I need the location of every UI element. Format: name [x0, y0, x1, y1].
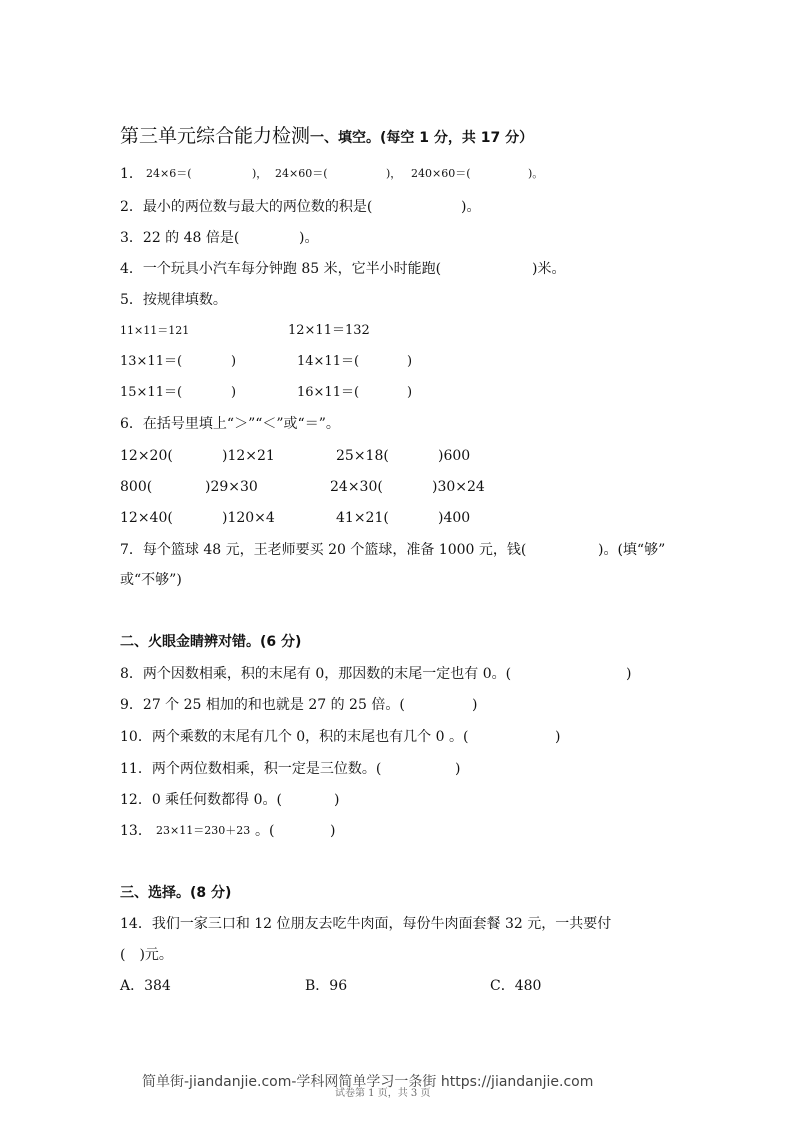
- question-9: 9．27 个 25 相加的和也就是 27 的 25 倍。(: [120, 697, 405, 713]
- question-13-expression: 23×11＝230＋23: [156, 824, 251, 837]
- question-5-row3-b: 16×11＝(: [297, 385, 360, 400]
- question-6-a2: 25×18(: [336, 448, 389, 464]
- question-2: 2．最小的两位数与最大的两位数的积是(: [120, 199, 373, 215]
- question-14-line1: 14．我们一家三口和 12 位朋友去吃牛肉面，每份牛肉面套餐 32 元，一共要付: [120, 916, 612, 932]
- question-1-a-close: )，: [252, 167, 268, 180]
- question-1-number: 1．: [120, 166, 143, 182]
- question-10-close: ): [555, 729, 561, 745]
- question-11-close: ): [455, 761, 461, 777]
- question-5: 5．按规律填数。: [120, 292, 227, 308]
- question-8: 8．两个因数相乘，积的末尾有 0，那因数的末尾一定也有 0。(: [120, 666, 512, 682]
- question-6-b1: 800(: [120, 479, 153, 495]
- question-7-line2: 或“不够”): [120, 572, 182, 588]
- question-3-close: )。: [299, 230, 319, 246]
- question-6-c1: 12×40(: [120, 510, 173, 526]
- question-5-row3-a-close: ): [231, 385, 237, 400]
- question-1-c-close: )。: [528, 167, 544, 180]
- question-1-a: 24×6＝(: [146, 167, 192, 180]
- question-10: 10．两个乘数的末尾有几个 0，积的末尾也有几个 0 。(: [120, 729, 469, 745]
- question-1-c: 240×60＝(: [411, 167, 471, 180]
- question-5-row1-a: 11×11＝121: [120, 324, 190, 337]
- question-6-c1-close: )120×4: [222, 510, 275, 526]
- question-6-a1-close: )12×21: [222, 448, 275, 464]
- question-2-close: )。: [461, 199, 481, 215]
- exam-title: 第三单元综合能力检测: [120, 125, 311, 147]
- option-b: B．96: [305, 978, 348, 994]
- question-6-a1: 12×20(: [120, 448, 173, 464]
- question-5-row2-a: 13×11＝(: [120, 354, 183, 369]
- question-5-row2-b-close: ): [407, 354, 413, 369]
- question-5-row2-b: 14×11＝(: [297, 354, 360, 369]
- question-1-b: 24×60＝(: [275, 167, 328, 180]
- question-5-row3-b-close: ): [407, 385, 413, 400]
- question-4-close: )米。: [532, 261, 566, 277]
- question-13-paren: 。(: [255, 823, 275, 839]
- question-5-row1-b: 12×11＝132: [288, 323, 370, 338]
- question-6-b2-close: )30×24: [432, 479, 485, 495]
- watermark-banner: 简单街-jiandanjie.com-学科网简单学习一条街 https://jiandanjie.com: [142, 1074, 594, 1090]
- question-6-c2-close: )400: [438, 510, 471, 526]
- question-5-row2-a-close: ): [231, 354, 237, 369]
- section-2-heading: 二、火眼金睛辨对错。(6 分): [120, 634, 302, 650]
- question-9-close: ): [472, 697, 478, 713]
- question-4: 4．一个玩具小汽车每分钟跑 85 米，它半小时能跑(: [120, 261, 442, 277]
- section-3-heading: 三、选择。(8 分): [120, 885, 232, 901]
- question-11: 11．两个两位数相乘，积一定是三位数。(: [120, 761, 382, 777]
- question-8-close: ): [626, 666, 632, 682]
- question-7-line1-close: )。(填“够”: [598, 542, 666, 558]
- section-1-heading: 一、填空。(每空 1 分，共 17 分）: [310, 130, 534, 146]
- question-13-close: ): [330, 823, 336, 839]
- question-3: 3．22 的 48 倍是(: [120, 230, 240, 246]
- question-5-row3-a: 15×11＝(: [120, 385, 183, 400]
- question-6: 6．在括号里填上“＞”“＜”或“＝”。: [120, 416, 340, 432]
- page-number: 试卷第 1 页，共 3 页: [335, 1088, 431, 1099]
- question-6-b1-close: )29×30: [205, 479, 258, 495]
- option-a: A．384: [120, 978, 171, 994]
- question-6-c2: 41×21(: [336, 510, 389, 526]
- question-6-a2-close: )600: [438, 448, 471, 464]
- question-12: 12．0 乘任何数都得 0。(: [120, 792, 282, 808]
- question-14-line2: ( )元。: [120, 947, 173, 963]
- question-1-b-close: )，: [386, 167, 402, 180]
- question-7-line1: 7．每个篮球 48 元，王老师要买 20 个篮球，准备 1000 元，钱(: [120, 542, 527, 558]
- question-13-number: 13．: [120, 823, 152, 839]
- option-c: C．480: [490, 978, 542, 994]
- page-title: [120, 123, 533, 151]
- question-12-close: ): [334, 792, 340, 808]
- question-6-b2: 24×30(: [330, 479, 383, 495]
